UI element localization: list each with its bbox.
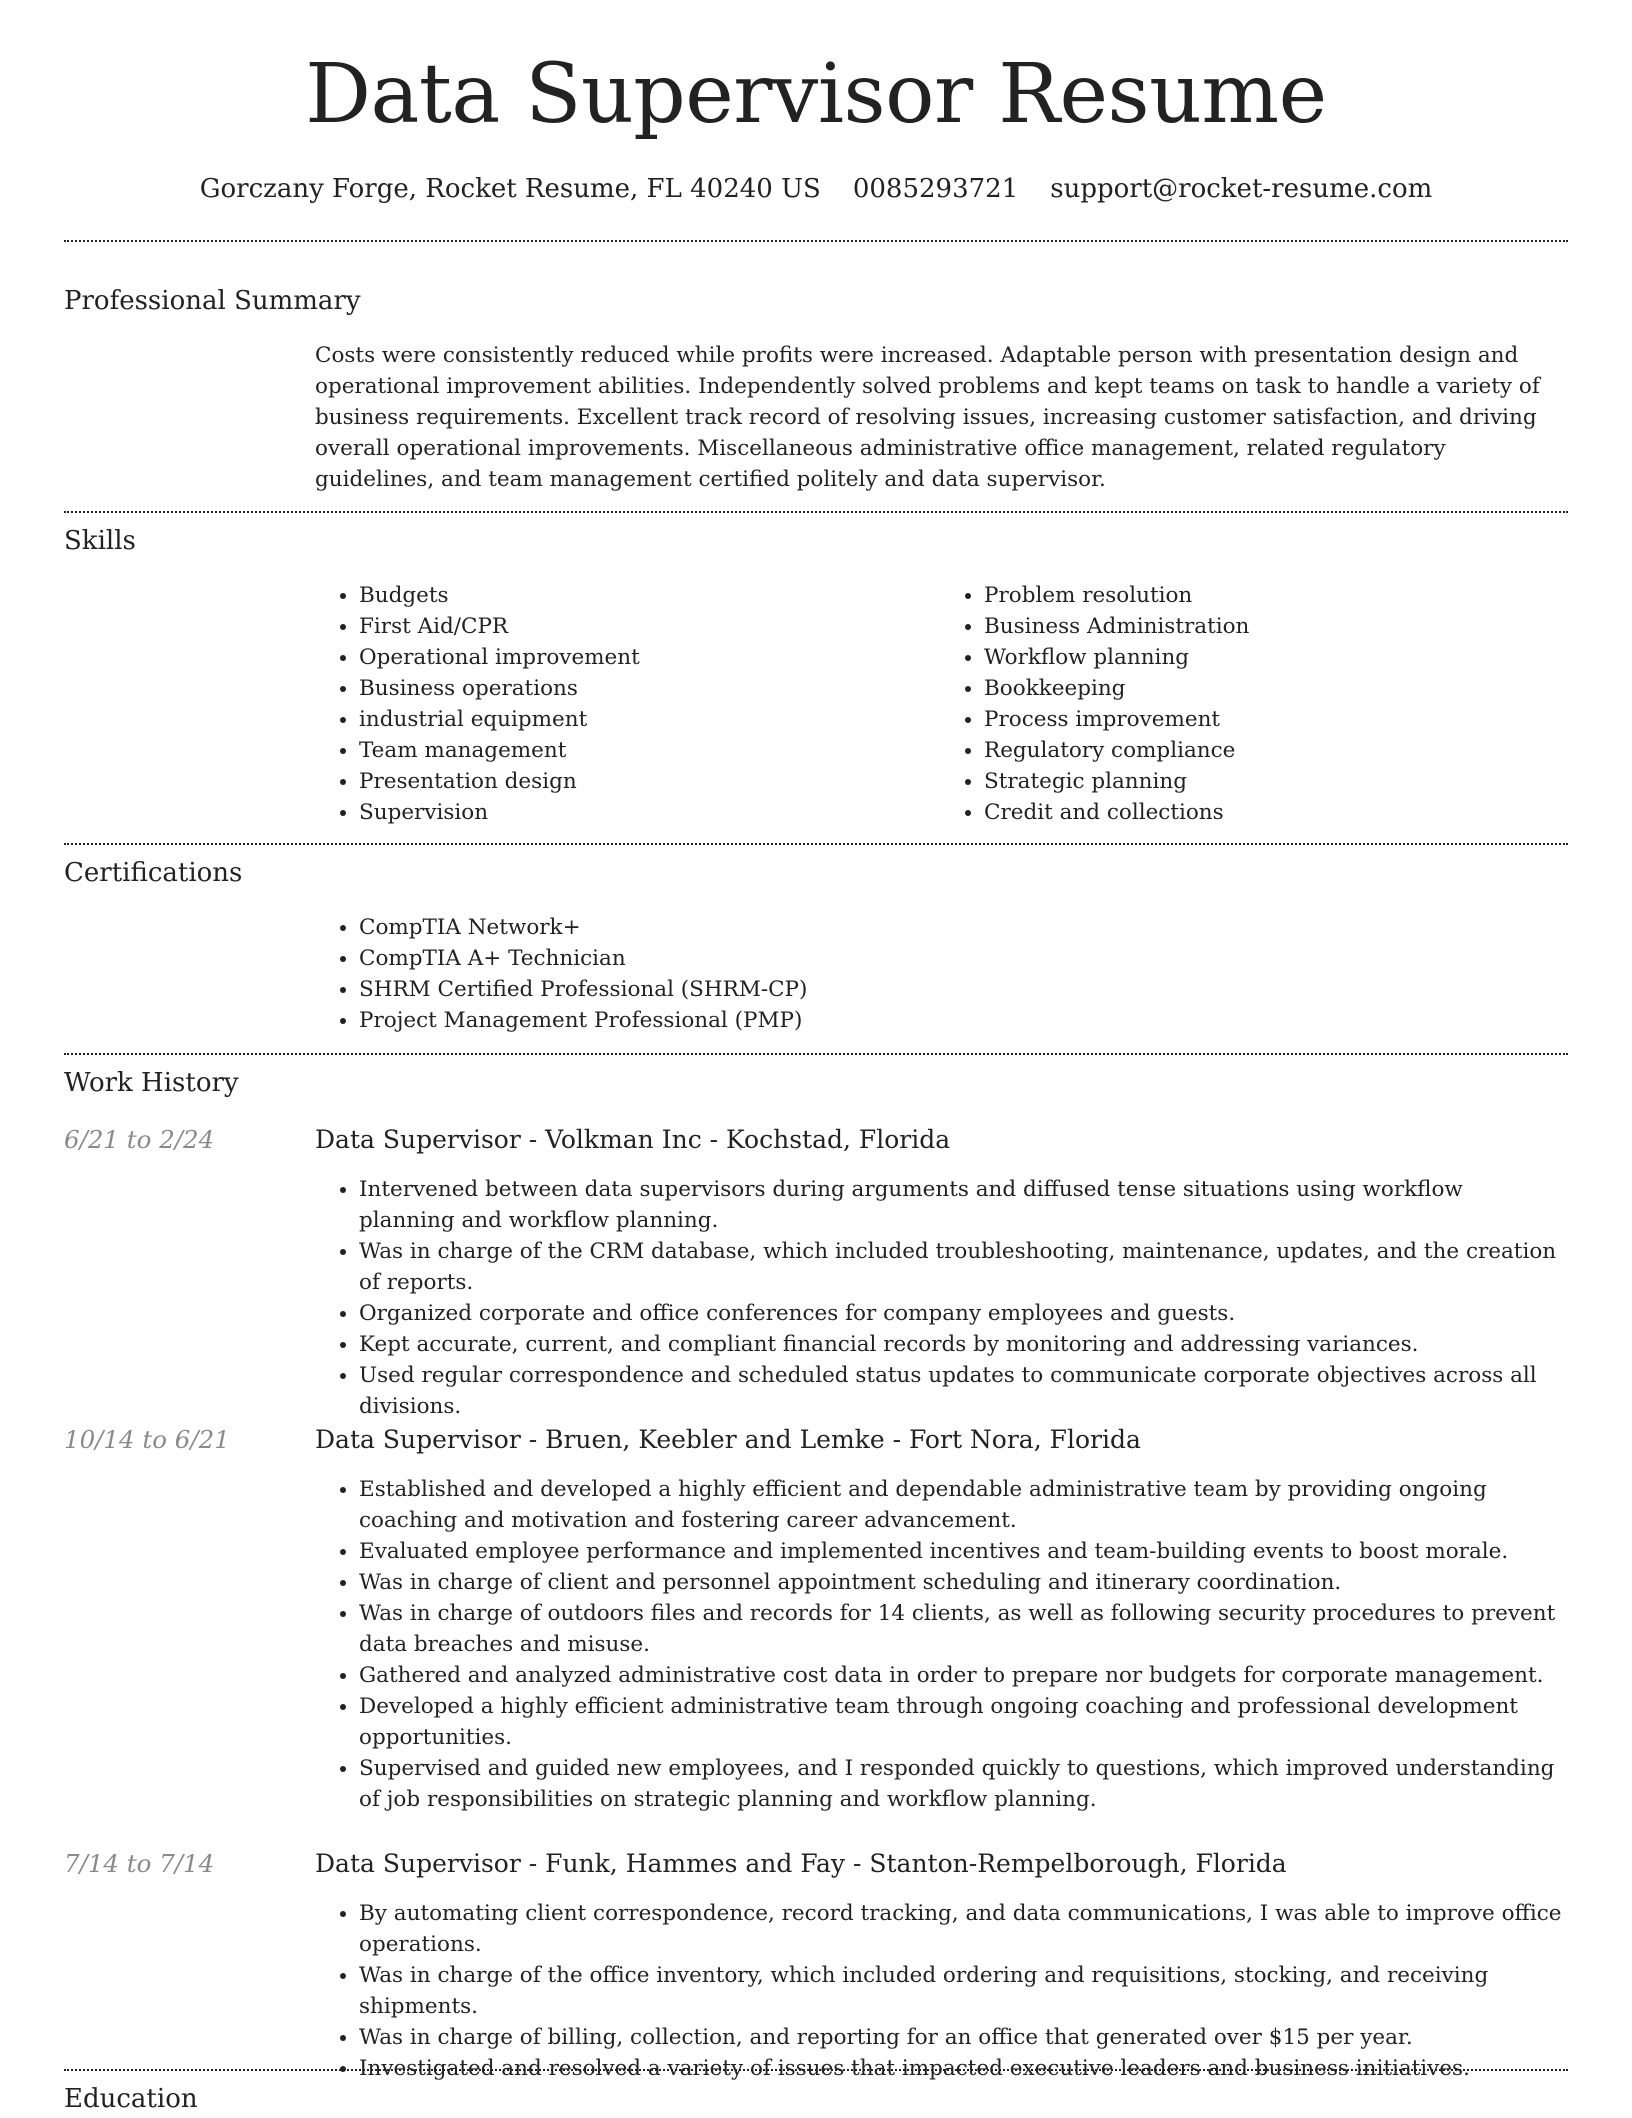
list-item: • Was in charge of billing, collection, and reporting for an office that generated over $15 per year. [359, 2022, 1565, 2053]
list-item: • Problem resolution [984, 580, 1565, 611]
job-title: Data Supervisor - Bruen, Keebler and Lemke - Fort Nora, Florida [315, 1425, 1141, 1454]
list-item: • Presentation design [359, 766, 940, 797]
list-item: • Intervened between data supervisors during arguments and diffused tense situations using workflow planning and workflow planning. [359, 1174, 1565, 1236]
list-item: • CompTIA Network+ [359, 912, 1565, 943]
list-item: • Supervision [359, 797, 940, 828]
skills-column-right [940, 580, 1565, 828]
section-heading-work-history: Work History [64, 1068, 239, 1098]
list-item: • CompTIA A+ Technician [359, 943, 1565, 974]
list-item: • industrial equipment [359, 704, 940, 735]
contact-line [0, 170, 1632, 208]
contact-email: support@rocket-resume.com [1050, 174, 1433, 204]
skills-list [315, 580, 1565, 828]
job-dates: 6/21 to 2/24 [64, 1125, 215, 1154]
list-item: • Was in charge of the office inventory, which included ordering and requisitions, stocking, and receiving shipments. [359, 1960, 1565, 2022]
list-item: • Kept accurate, current, and compliant financial records by monitoring and addressing variances. [359, 1329, 1565, 1360]
list-item: • Was in charge of the CRM database, which included troubleshooting, maintenance, updates, and the creation of reports. [359, 1236, 1565, 1298]
list-item: • Developed a highly efficient administrative team through ongoing coaching and professional development opportunities. [359, 1691, 1565, 1753]
list-item: • Supervised and guided new employees, and I responded quickly to questions, which improved understanding of job responsibilities on strategic planning and workflow planning. [359, 1753, 1565, 1815]
list-item: • Gathered and analyzed administrative cost data in order to prepare nor budgets for corporate management. [359, 1660, 1565, 1691]
page-title: Data Supervisor Resume [305, 47, 1327, 142]
list-item: • Process improvement [984, 704, 1565, 735]
job-title: Data Supervisor - Funk, Hammes and Fay - Stanton-Rempelborough, Florida [315, 1849, 1287, 1878]
list-item: • By automating client correspondence, record tracking, and data communications, I was able to improve office operations. [359, 1898, 1565, 1960]
job-bullets [315, 1174, 1565, 1422]
job-dates: 10/14 to 6/21 [64, 1425, 230, 1454]
contact-phone: 0085293721 [852, 174, 1019, 204]
job-title: Data Supervisor - Volkman Inc - Kochstad, Florida [315, 1125, 951, 1154]
divider [64, 843, 1568, 845]
list-item: • Budgets [359, 580, 940, 611]
list-item: • Team management [359, 735, 940, 766]
list-item: • Business operations [359, 673, 940, 704]
list-item: • Was in charge of client and personnel appointment scheduling and itinerary coordination. [359, 1567, 1565, 1598]
section-heading-education: Education [64, 2084, 198, 2114]
divider [64, 1053, 1568, 1055]
summary-section [315, 340, 1565, 495]
divider [64, 511, 1568, 513]
list-item: • Project Management Professional (PMP) [359, 1005, 1565, 1036]
divider [64, 2069, 1568, 2071]
list-item: • SHRM Certified Professional (SHRM-CP) [359, 974, 1565, 1005]
list-item: • Regulatory compliance [984, 735, 1565, 766]
section-heading-summary: Professional Summary [64, 286, 361, 316]
list-item: • Workflow planning [984, 642, 1565, 673]
list-item: • Investigated and resolved a variety of issues that impacted executive leaders and business initiatives. [359, 2053, 1565, 2084]
section-heading-certifications: Certifications [64, 858, 243, 888]
job-dates: 7/14 to 7/14 [64, 1849, 215, 1878]
list-item: • Operational improvement [359, 642, 940, 673]
list-item: • Credit and collections [984, 797, 1565, 828]
skills-column-left [315, 580, 940, 828]
job-bullets [315, 1898, 1565, 2084]
list-item: • Bookkeeping [984, 673, 1565, 704]
list-item: • Evaluated employee performance and implemented incentives and team-building events to boost morale. [359, 1536, 1565, 1567]
list-item: • Was in charge of outdoors files and records for 14 clients, as well as following security procedures to prevent data breaches and misuse. [359, 1598, 1565, 1660]
certifications-list [315, 912, 1565, 1036]
job-bullets [315, 1474, 1565, 1815]
list-item: • Business Administration [984, 611, 1565, 642]
list-item: • First Aid/CPR [359, 611, 940, 642]
list-item: • Used regular correspondence and scheduled status updates to communicate corporate objectives across all divisions. [359, 1360, 1565, 1422]
contact-address: Gorczany Forge, Rocket Resume, FL 40240 US [199, 174, 821, 204]
divider [64, 240, 1568, 242]
section-heading-skills: Skills [64, 526, 136, 556]
list-item: • Strategic planning [984, 766, 1565, 797]
list-item: • Established and developed a highly efficient and dependable administrative team by providing ongoing coaching and motivation and fostering career advancement. [359, 1474, 1565, 1536]
list-item: • Organized corporate and office conferences for company employees and guests. [359, 1298, 1565, 1329]
summary-text: Costs were consistently reduced while profits were increased. Adaptable person with presentation design and operational improvement abilities. Independently solved problems and kept teams on task to handle a variety of business requirements. Excellent track record of resolving issues, increasing customer satisfaction, and driving overall operational improvements. Miscellaneous administrative office management, related regulatory guidelines, and team management certified politely and data supervisor. [315, 343, 1540, 492]
